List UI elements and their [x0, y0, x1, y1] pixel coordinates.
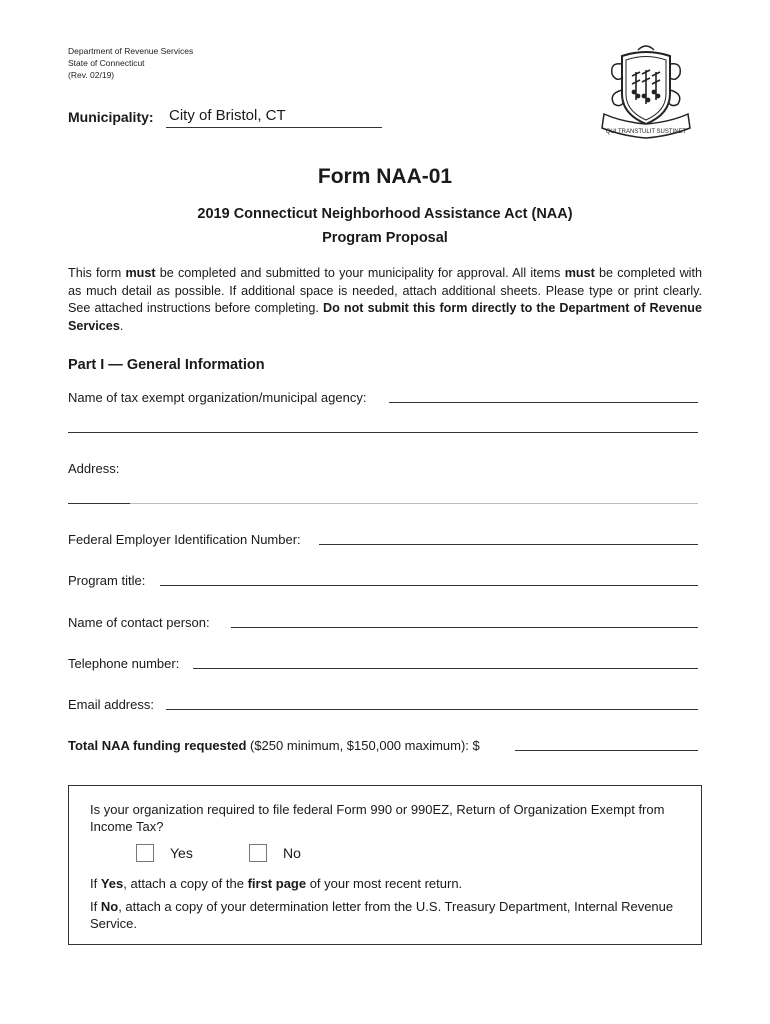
email-label: Email address: — [68, 697, 154, 712]
telephone-field[interactable] — [193, 668, 698, 669]
org-name-field[interactable] — [389, 402, 698, 403]
connecticut-seal-icon — [598, 42, 694, 142]
org-name-label: Name of tax exempt organization/municipal agency: — [68, 390, 367, 405]
program-title-field[interactable] — [160, 585, 698, 586]
if-yes-end: of your most recent return. — [306, 876, 463, 891]
subtitle-line-2: Program Proposal — [322, 230, 448, 246]
subtitle-line-1: 2019 Connecticut Neighborhood Assistance Act (NAA) — [197, 206, 573, 222]
address-field-marker — [68, 503, 130, 504]
intro-paragraph — [68, 265, 702, 335]
municipality-label: Municipality: — [68, 109, 154, 125]
form-title: Form NAA-01 — [317, 165, 453, 188]
intro-text-2: be completed and submitted to your municipality for approval. All items — [155, 266, 565, 280]
revision-date: (Rev. 02/19) — [68, 70, 115, 80]
program-title-label: Program title: — [68, 573, 146, 588]
seal-motto: QUI TRANSTULIT SUSTINET — [605, 129, 687, 135]
yes-checkbox[interactable] — [136, 844, 154, 862]
funding-label — [68, 738, 480, 753]
intro-warning: Do not submit this form directly to the Department of Revenue Services — [68, 301, 702, 333]
org-name-field-line-2[interactable] — [68, 432, 698, 433]
if-no-instruction — [90, 898, 680, 932]
address-label: Address: — [68, 461, 120, 476]
if-no-word: No — [100, 899, 119, 914]
municipality-field[interactable]: City of Bristol, CT — [166, 107, 382, 128]
if-no-rest: , attach a copy of your determination letter from the U.S. Treasury Department, Internal Revenue Service. — [90, 899, 674, 931]
contact-person-field[interactable] — [231, 627, 698, 628]
funding-label-rest: ($250 minimum, $150,000 maximum): $ — [246, 738, 480, 753]
intro-text-3: be completed with as much detail as possible. If additional space is needed, attach additional sheets. Please type or print clearly. See attached instructions before completing. — [68, 266, 702, 315]
fein-label: Federal Employer Identification Number: — [68, 532, 301, 547]
no-label: No — [283, 845, 301, 861]
if-no-pre: If — [90, 899, 101, 914]
intro-must-1: must — [125, 266, 156, 280]
intro-must-2: must — [564, 266, 595, 280]
email-field[interactable] — [166, 709, 698, 710]
if-yes-instruction — [90, 875, 680, 892]
form-990-question: Is your organization required to file federal Form 990 or 990EZ, Return of Organization Exempt from Income Tax? — [90, 802, 665, 834]
part-1-title: Part I — General Information — [68, 357, 265, 373]
funding-label-bold: Total NAA funding requested — [68, 738, 247, 753]
state-name: State of Connecticut — [68, 58, 145, 68]
funding-amount-field[interactable] — [515, 750, 698, 751]
if-yes-mid: , attach a copy of the — [123, 876, 248, 891]
yes-label: Yes — [170, 845, 193, 861]
intro-text-1: This form — [68, 266, 126, 280]
department-header — [68, 45, 193, 81]
if-yes-first-page: first page — [247, 876, 307, 891]
fein-field[interactable] — [319, 544, 698, 545]
contact-person-label: Name of contact person: — [68, 615, 210, 630]
form-subtitle — [0, 202, 770, 250]
intro-end: . — [119, 318, 124, 333]
no-checkbox[interactable] — [249, 844, 267, 862]
if-yes-pre: If — [90, 876, 101, 891]
address-field[interactable] — [68, 503, 698, 504]
telephone-label: Telephone number: — [68, 656, 180, 671]
department-name: Department of Revenue Services — [68, 46, 194, 56]
if-yes-word: Yes — [100, 876, 124, 891]
